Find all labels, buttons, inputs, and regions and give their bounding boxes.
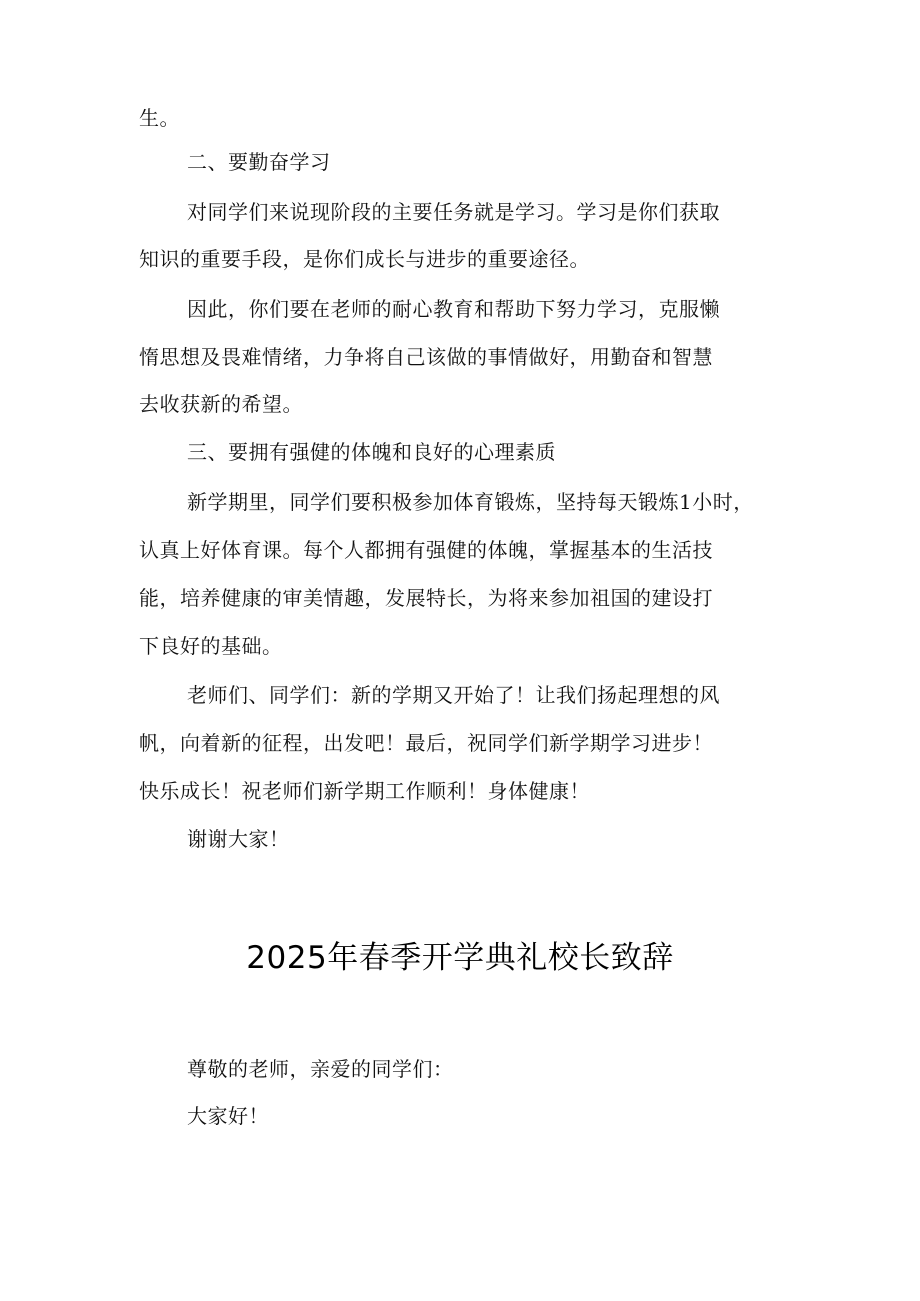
- speech-title: 2025年春季开学典礼校长致辞: [246, 940, 674, 976]
- text-line: 帆，向着新的征程，出发吧！最后，祝同学们新学期学习进步！: [139, 731, 713, 755]
- text-line: 快乐成长！祝老师们新学期工作顺利！身体健康！: [139, 779, 590, 803]
- greeting: 大家好！: [187, 1104, 269, 1128]
- closing-line: 谢谢大家！: [187, 827, 290, 851]
- text-line: 生。: [139, 106, 180, 130]
- text-line: 能，培养健康的审美情趣，发展特长，为将来参加祖国的建设打: [139, 586, 713, 610]
- text-line: 惰思想及畏难情绪，力争将自己该做的事情做好，用勤奋和智慧: [139, 345, 713, 369]
- section-heading-2: 二、要勤奋学习: [187, 150, 331, 174]
- text-line: 下良好的基础。: [139, 634, 283, 658]
- text-line: 认真上好体育课。每个人都拥有强健的体魄，掌握基本的生活技: [139, 538, 713, 562]
- text-line: 新学期里，同学们要积极参加体育锻炼，坚持每天锻炼1小时，: [187, 490, 754, 514]
- text-line: 去收获新的希望。: [139, 392, 303, 416]
- text-line: 因此，你们要在老师的耐心教育和帮助下努力学习，克服懒: [187, 297, 720, 321]
- section-heading-3: 三、要拥有强健的体魄和良好的心理素质: [187, 440, 556, 464]
- text-line: 老师们、同学们：新的学期又开始了！让我们扬起理想的风: [187, 683, 720, 707]
- text-line: 知识的重要手段，是你们成长与进步的重要途径。: [139, 247, 590, 271]
- text-line: 对同学们来说现阶段的主要任务就是学习。学习是你们获取: [187, 200, 720, 224]
- salutation: 尊敬的老师，亲爱的同学们：: [187, 1057, 454, 1081]
